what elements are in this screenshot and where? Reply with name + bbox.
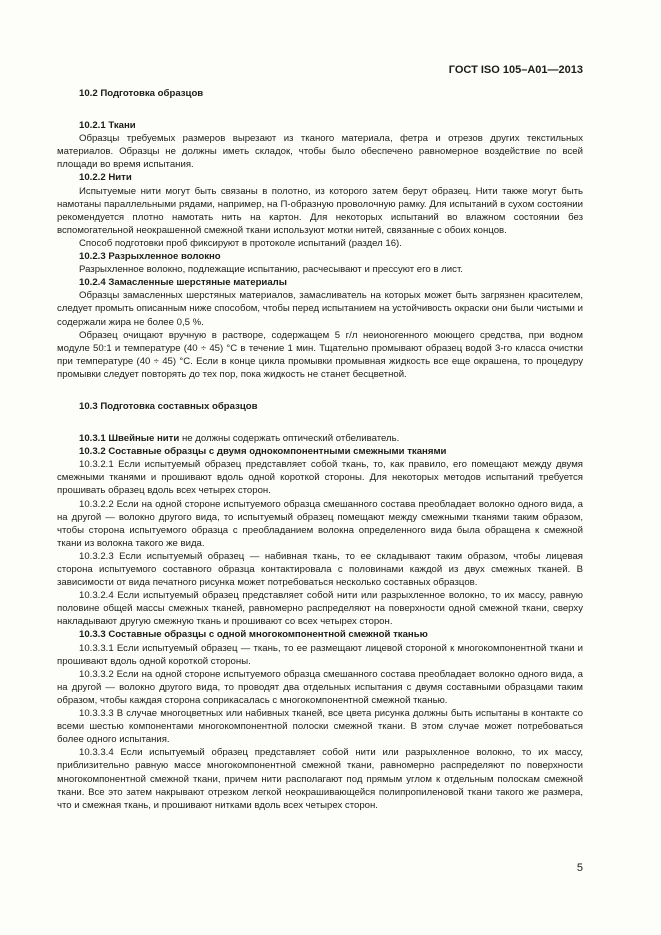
paragraph: 10.3.3.1 Если испытуемый образец — ткань, то ее размещают лицевой стороной к многокомпонентной ткани и прошивают вдоль одной короткой стороны. [57,642,583,667]
paragraph: 10.3.2.2 Если на одной стороне испытуемого образца смешанного состава преобладает волокно одного вида, а на другой — волокно другого вида, то испытуемый образец помещают между смежными тканями таким образом, чтобы сторона испытуемого образца с преобладанием волокна определенного вида была обращена к смежной ткани из волокна такого же вида. [57,498,583,549]
paragraph: 10.3.3.3 В случае многоцветных или набивных тканей, все цвета рисунка должны быть испытаны в контакте со всеми шестью компонентами многокомпонентной полоски смежной ткани. В этом случае может потребоваться более одного испытания. [57,708,583,746]
paragraph: Образцы требуемых размеров вырезают из тканого материала, фетра и отрезов других текстильных материалов. Образцы не должны иметь складок, чтобы было обеспечено равномерное воздействие по всей площади во время испытания. [57,133,583,171]
paragraph: 10.3.3.4 Если испытуемый образец представляет собой нити или разрыхленное волокно, то их массу, приблизительно равную массе многокомпонентной смежной ткани, равномерно распределяют по поверхности многокомпонентной смежной ткани, причем нити располагают под прямым углом к отдельным полоскам смежной ткани. Все это затем накрывают отрезком легкой неокрашивающейся полипропиленовой ткани такого же размера, что и смежная ткань, и прошивают нитками вдоль всех четырех сторон. [57,747,583,811]
section-heading-10-2: 10.2 Подготовка образцов [79,88,204,99]
paragraph: Образцы замасленных шерстяных материалов, замасливатель на которых может быть загрязнен красителем, следует промыть описанным ниже способом, чтобы перед испытанием на устойчивость окраски они были чистыми и содержали жира не более 0,5 %. [57,290,583,328]
subsection-heading-10-3-3: 10.3.3 Составные образцы с одной многокомпонентной смежной тканью [79,629,428,641]
paragraph: Испытуемые нити могут быть связаны в полотно, из которого затем берут образец. Нити также могут быть намотаны параллельными рядами, например, на П-образную проволочную рамку. Для испытаний в сухом состоянии рекомендуется плотно намотать нить на картон. Для некоторых испытаний во влажном состоянии без вспомогательной неокрашенной смежной ткани используют мотки нитей, связанные с обоих концов. [57,185,583,236]
clause-number: 10.3.2 [79,446,106,458]
subsection-heading-10-2-4: 10.2.4 Замасленные шерстяные материалы [79,277,287,289]
paragraph-10-3-1 [57,432,583,445]
clause-text: не должны содержать оптический отбеливатель. [179,433,400,445]
subsection-heading-10-2-3: 10.2.3 Разрыхленное волокно [79,251,221,263]
paragraph-10-3-2 [57,445,583,458]
paragraph: 10.3.2.3 Если испытуемый образец — набивная ткань, то ее складывают таким образом, чтобы лицевая сторона испытуемого составного образца контактировала с половинами каждой из двух смежных тканей. В зависимости от вида печатного рисунка может потребоваться несколько составных образцов. [57,550,583,589]
paragraph: 10.3.3.2 Если на одной стороне испытуемого образца смешанного состава преобладает волокно одного вида, а на другой — волокно другого вида, то проводят два отдельных испытания с двумя составными образцами таким образом, чтобы каждая сторона соприкасалась с многокомпонентной смежной тканью. [57,668,583,706]
section-heading-10-3: 10.3 Подготовка составных образцов [79,400,258,412]
paragraph: Образец очищают вручную в растворе, содержащем 5 г/л неионогенного моющего средства, при водном модуле 50:1 и температуре (40 ÷ 45) °С в течение 1 мин. Тщательно промывают образец водой 3-го класса очистки при температуре (40 ÷ 45) °С. Если в конце цикла промывки промывная жидкость все еще окрашена, то процедуру промывки следует повторять до тех пор, пока жидкость не станет бесцветной. [57,329,583,380]
subsection-heading-10-2-2: 10.2.2 Нити [79,172,132,184]
page-content [57,87,583,812]
paragraph: Способ подготовки проб фиксируют в протоколе испытаний (раздел 16). [79,237,402,249]
clause-term: Швейные нити [108,433,180,445]
subsection-heading-10-2-1: 10.2.1 Ткани [79,120,136,132]
page-number: 5 [576,862,583,874]
clause-number: 10.3.1 [79,433,106,445]
document-header: ГОСТ ISO 105–A01—2013 [448,64,583,76]
paragraph: Разрыхленное волокно, подлежащие испытанию, расчесывают и прессуют его в лист. [79,264,463,276]
paragraph: 10.3.2.1 Если испытуемый образец представляет собой ткань, то, как правило, его помещают между двумя смежными тканями и прошивают вдоль одной короткой стороны. Для некоторых методов испытаний требуется прошивать образец вдоль всех четырех сторон. [57,459,583,497]
clause-term: Составные образцы с двумя однокомпонентными смежными тканями [108,446,447,458]
paragraph: 10.3.2.4 Если испытуемый образец представляет собой нити или разрыхленное волокно, то их массу, равную половине общей массы смежных тканей, равномерно распределяют на поверхности одной смежной ткани, сверху накладывают другую смежную ткань и прошивают со всех четырех сторон. [57,590,583,628]
